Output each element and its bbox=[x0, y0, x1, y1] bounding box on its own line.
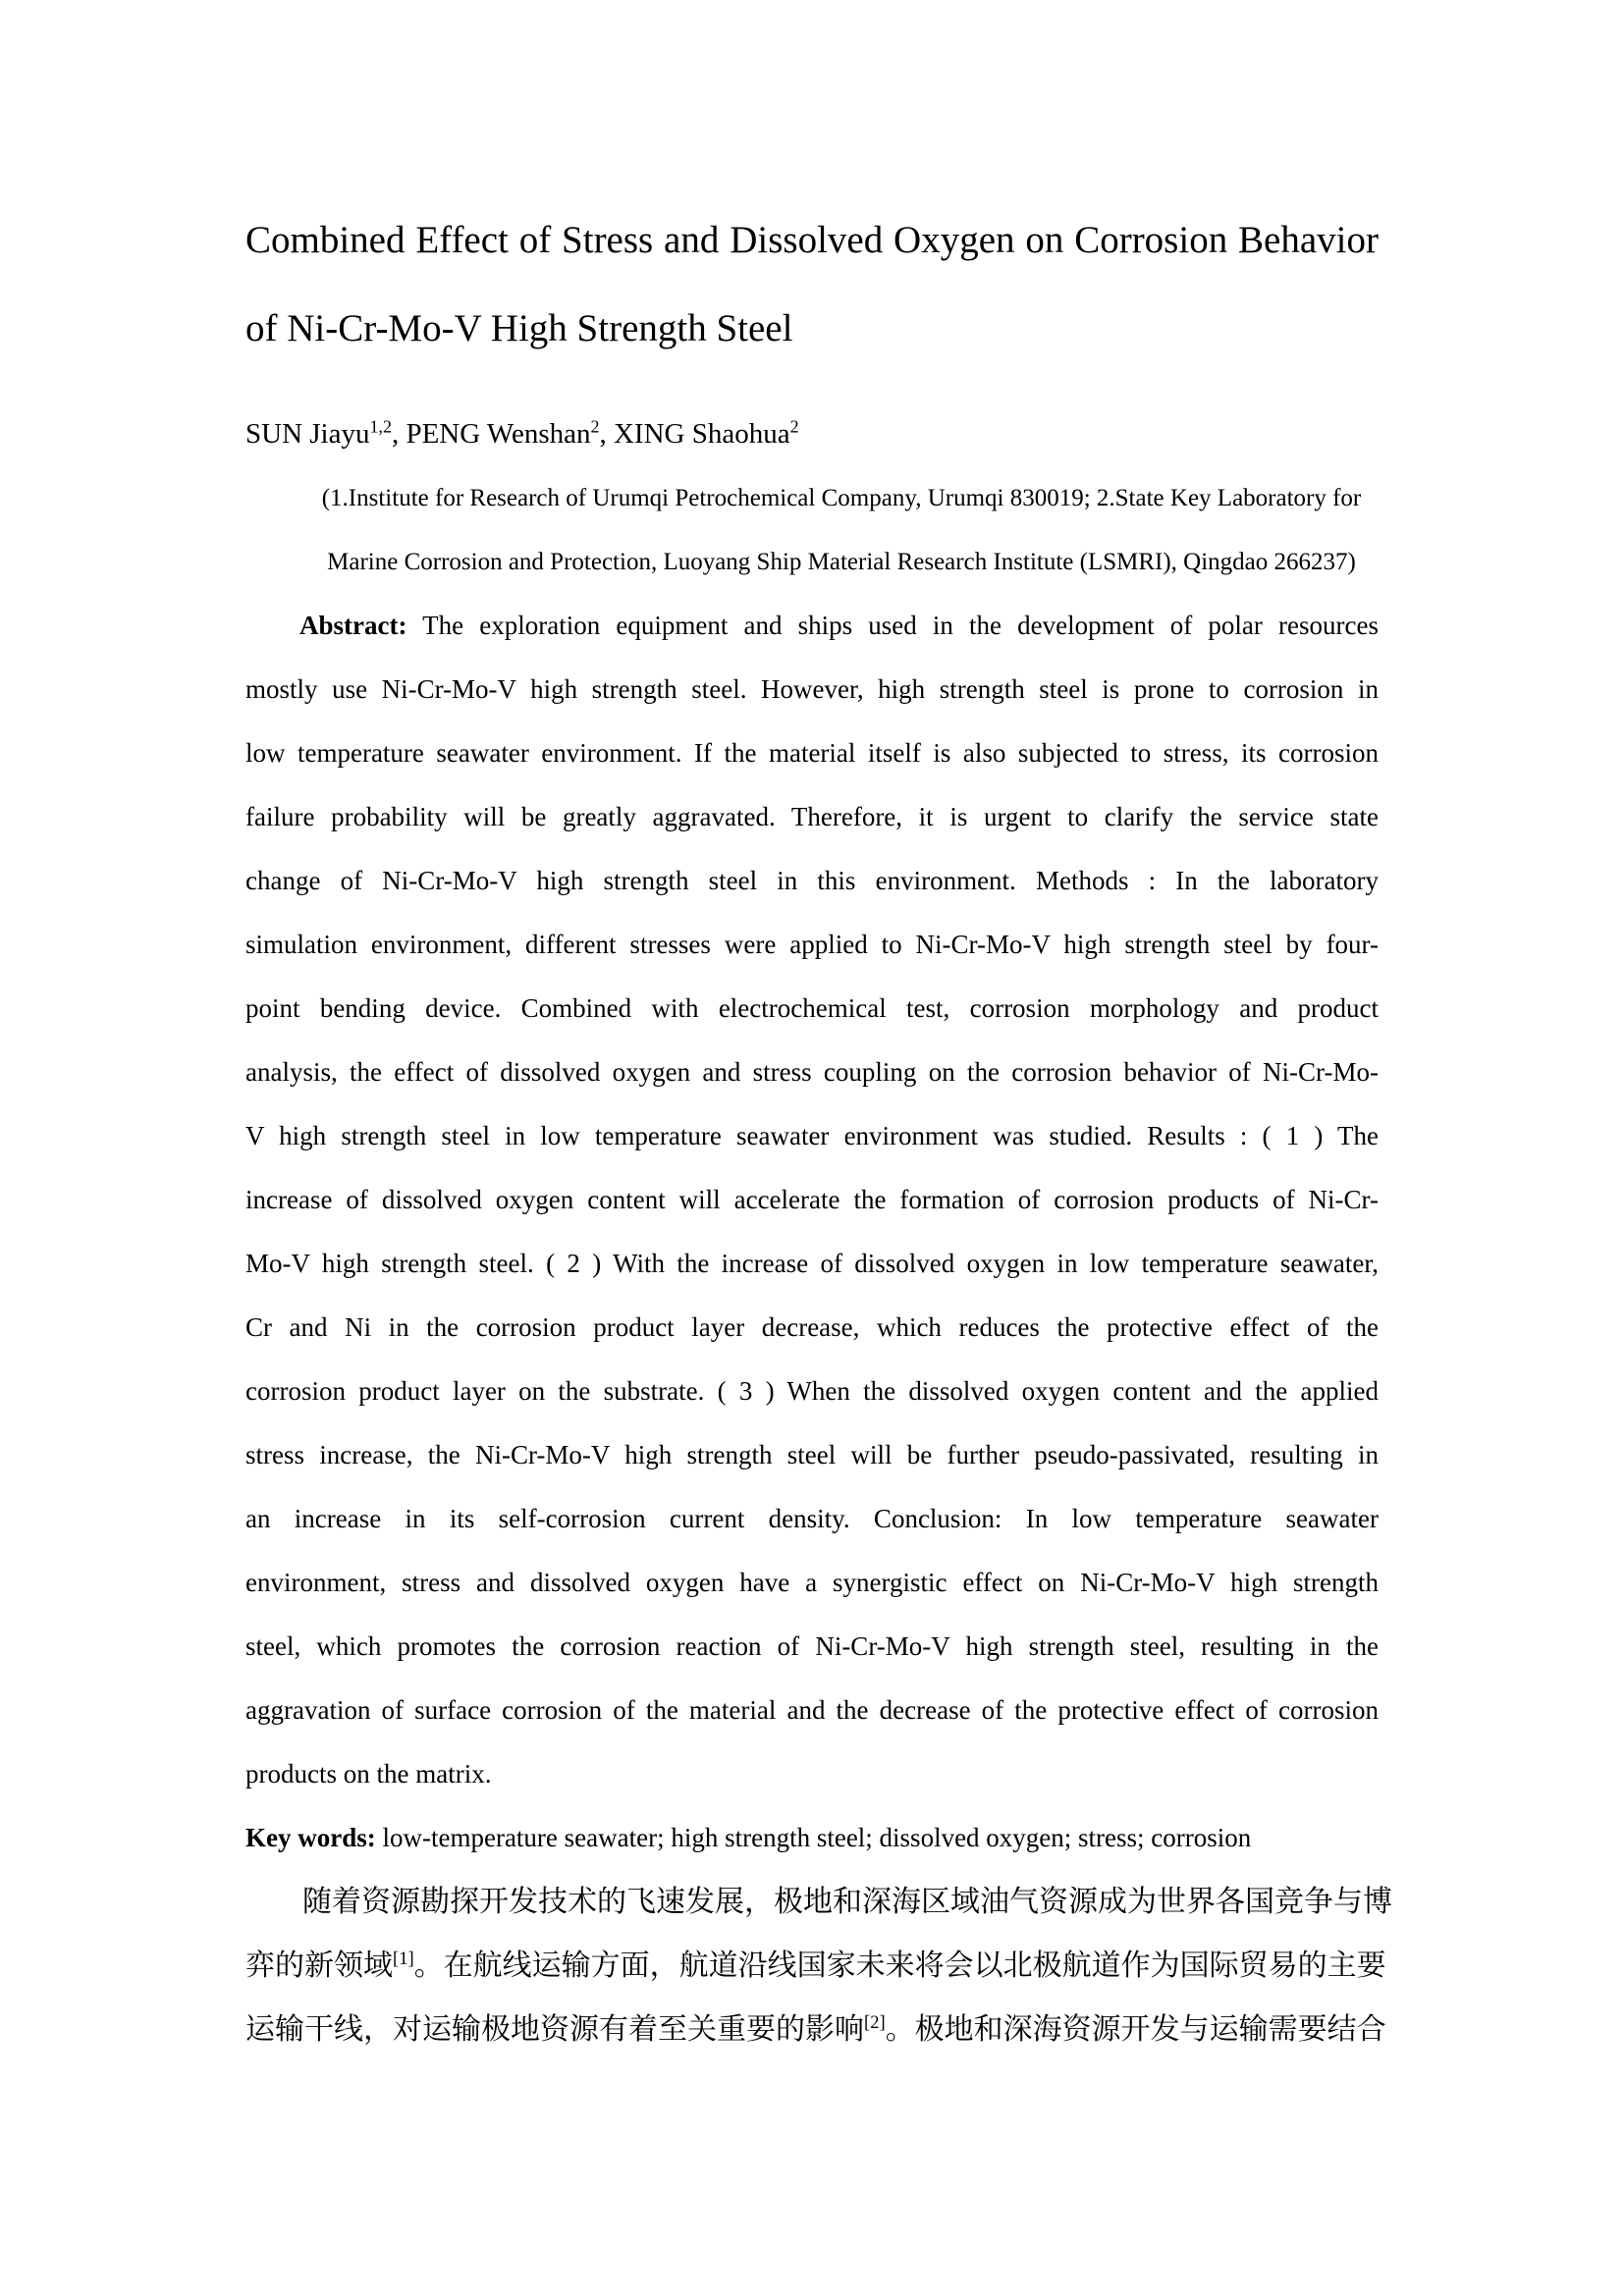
paper-title-line: of Ni-Cr-Mo-V High Strength Steel bbox=[245, 307, 793, 349]
affiliation bbox=[245, 466, 1379, 594]
abstract-line: aggravation of surface corrosion of the material and the decrease of the protective effect of corrosion bbox=[245, 1695, 1379, 1725]
abstract-line: increase of dissolved oxygen content will accelerate the formation of corrosion products of Ni-Cr- bbox=[245, 1185, 1379, 1214]
abstract-line: products on the matrix. bbox=[245, 1759, 492, 1789]
abstract-line: an increase in its self-corrosion current density. Conclusion: In low temperature seawater bbox=[245, 1504, 1379, 1533]
abstract-line: simulation environment, different stresses were applied to Ni-Cr-Mo-V high strength steel by four- bbox=[245, 930, 1379, 959]
superscript: 2 bbox=[590, 416, 600, 437]
abstract-line: environment, stress and dissolved oxygen have a synergistic effect on Ni-Cr-Mo-V high strength bbox=[245, 1568, 1379, 1597]
abstract-line: stress increase, the Ni-Cr-Mo-V high strength steel will be further pseudo-passivated, resulting in bbox=[245, 1440, 1379, 1469]
superscript: [2] bbox=[864, 2012, 886, 2033]
paper-title-line: Combined Effect of Stress and Dissolved Oxygen on Corrosion Behavior bbox=[245, 219, 1379, 261]
affiliation-line: (1.Institute for Research of Urumqi Petrochemical Company, Urumqi 830019; 2.State Key Laboratory for bbox=[321, 485, 1362, 511]
abstract-line: change of Ni-Cr-Mo-V high strength steel in this environment. Methods : In the laboratory bbox=[245, 866, 1379, 895]
author-names: SUN Jiayu$^{1,2}$, PENG Wenshan$^2$, XING Shaohua$^2$ bbox=[245, 416, 799, 450]
superscript: 1,2 bbox=[369, 416, 392, 437]
abstract-line: V high strength steel in low temperature seawater environment was studied. Results : ( 1 ) The bbox=[245, 1121, 1379, 1150]
bold-label: Abstract: bbox=[299, 611, 407, 640]
bold-label: Key words: bbox=[245, 1823, 376, 1852]
abstract-line: corrosion product layer on the substrate. ( 3 ) When the dissolved oxygen content and the applied bbox=[245, 1376, 1379, 1406]
paper-title bbox=[245, 196, 1379, 373]
abstract-line: Mo-V high strength steel. ( 2 ) With the increase of dissolved oxygen in low temperature seawater, bbox=[245, 1249, 1379, 1278]
abstract-line: point bending device. Combined with electrochemical test, corrosion morphology and product bbox=[245, 993, 1379, 1023]
abstract-line: mostly use Ni-Cr-Mo-V high strength steel. However, high strength steel is prone to corrosion in bbox=[245, 674, 1379, 704]
keywords-line bbox=[245, 1806, 1379, 1870]
abstract-line: low temperature seawater environment. If the material itself is also subjected to stress, its corrosion bbox=[245, 738, 1379, 768]
introduction-line: 弈的新领域[1]。在航线运输方面，航道沿线国家未来将会以北极航道作为国际贸易的主要 bbox=[245, 1949, 1386, 1982]
introduction-line: 随着资源勘探开发技术的飞速发展，极地和深海区域油气资源成为世界各国竞争与博 bbox=[302, 1886, 1392, 1918]
keywords-text: Key words: low-temperature seawater; high strength steel; dissolved oxygen; stress; corrosion bbox=[245, 1823, 1252, 1852]
abstract-line: Cr and Ni in the corrosion product layer decrease, which reduces the protective effect of the bbox=[245, 1312, 1379, 1342]
author-line bbox=[245, 402, 1379, 466]
superscript: 2 bbox=[789, 416, 799, 437]
introduction-line: 运输干线，对运输极地资源有着至关重要的影响[2]。极地和深海资源开发与运输需要结合 bbox=[245, 2012, 1386, 2046]
abstract-line: failure probability will be greatly aggravated. Therefore, it is urgent to clarify the service state bbox=[245, 802, 1379, 831]
abstract-line: Abstract: The exploration equipment and ships used in the development of polar resources bbox=[299, 611, 1379, 640]
abstract-line: analysis, the effect of dissolved oxygen and stress coupling on the corrosion behavior of Ni-Cr-Mo- bbox=[245, 1057, 1379, 1087]
affiliation-line: Marine Corrosion and Protection, Luoyang Ship Material Research Institute (LSMRI), Qingdao 266237) bbox=[327, 549, 1356, 575]
introduction-paragraph bbox=[245, 1870, 1392, 2061]
abstract-paragraph bbox=[245, 594, 1379, 1806]
abstract-line: steel, which promotes the corrosion reaction of Ni-Cr-Mo-V high strength steel, resulting in the bbox=[245, 1631, 1379, 1661]
superscript: [1] bbox=[393, 1949, 414, 1969]
